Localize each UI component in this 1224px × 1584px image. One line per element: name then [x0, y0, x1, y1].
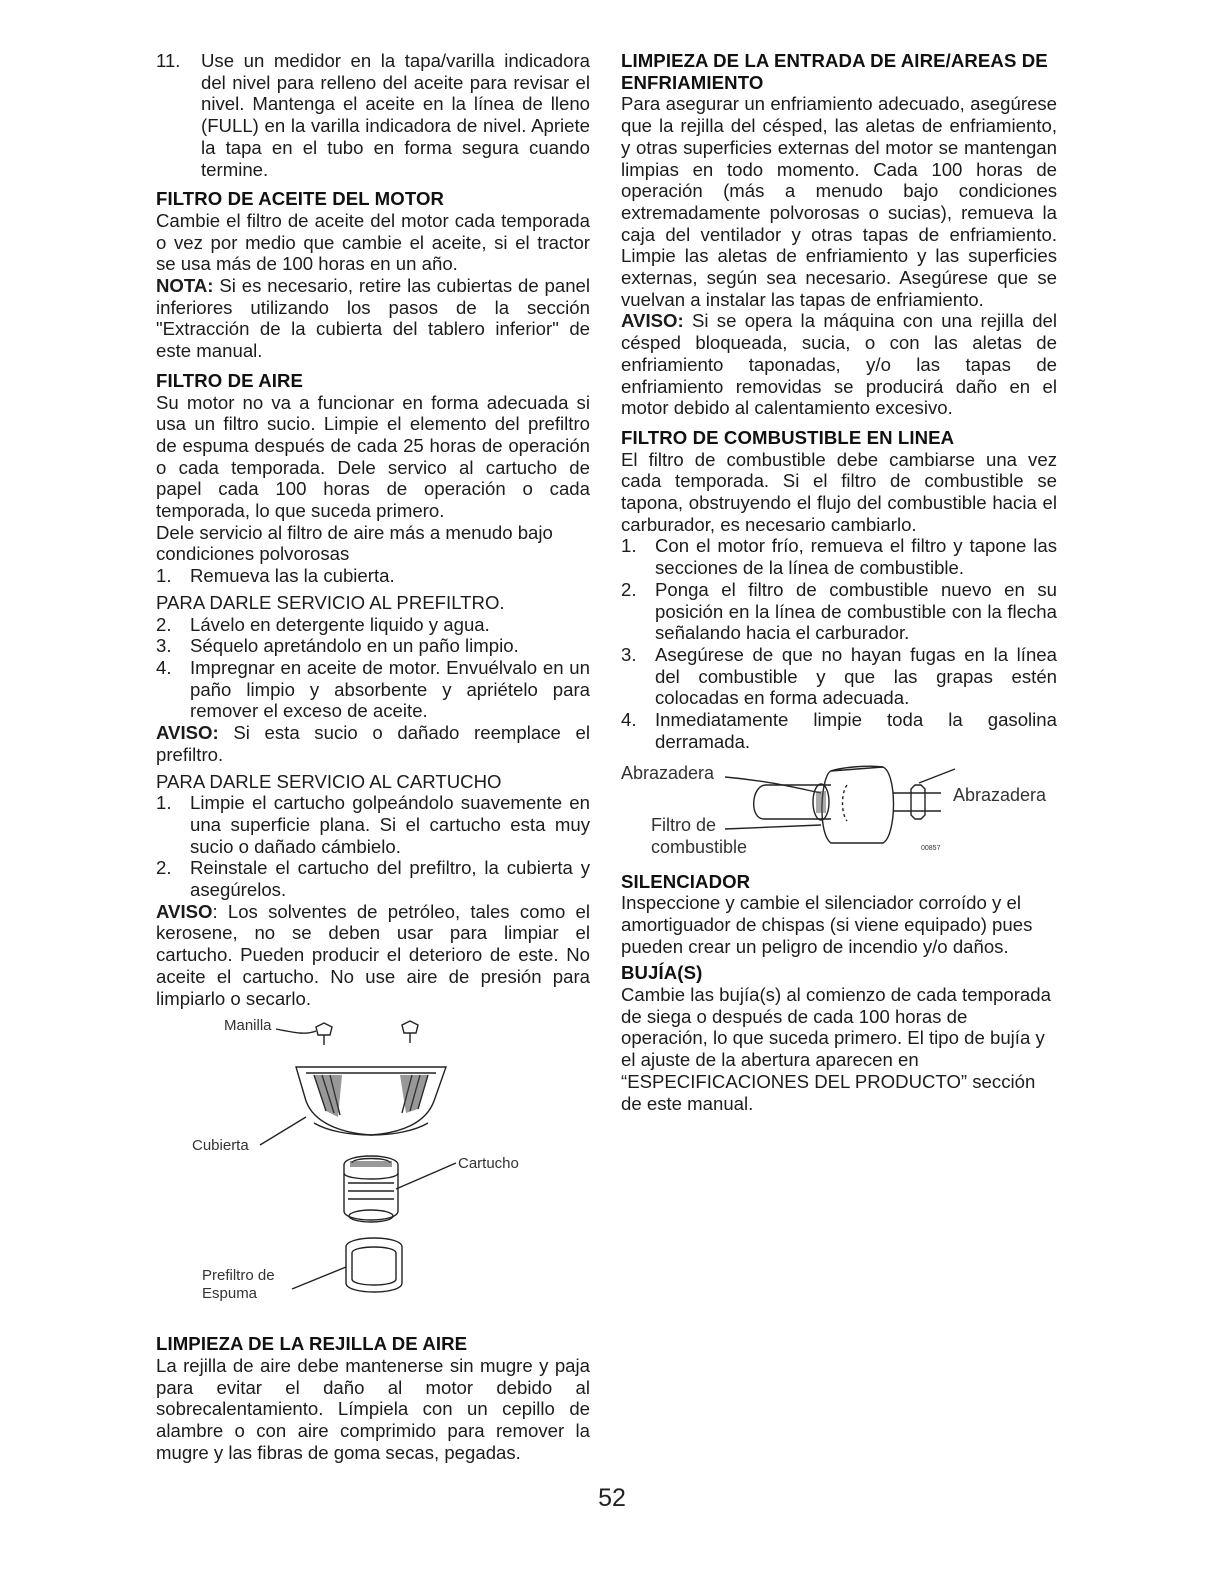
- spark-plug-heading: BUJÍA(S): [621, 962, 703, 984]
- cartridge-service-heading: PARA DARLE SERVICIO AL CARTUCHO: [156, 770, 502, 792]
- aviso-label: AVISO:: [621, 310, 684, 332]
- step-number: 3.: [621, 643, 637, 665]
- air-screen-heading: LIMPIEZA DE LA REJILLA DE AIRE: [156, 1333, 468, 1355]
- fuel-filter-step: [621, 579, 1057, 644]
- step-text: Ponga el filtro de combustible nuevo en su posición en la línea de combustible con la flecha señalando hacia el carburador.: [655, 578, 1057, 644]
- note-text: Si es necesario, retire las cubiertas de panel inferiores utilizando los pasos de la sección "Extracción de la cubierta del tablero inferior" de este manual.: [156, 275, 591, 362]
- air-filter-step-1: [156, 565, 590, 587]
- air-intake-body: Para asegurar un enfriamiento adecuado, asegúrese que la rejilla del césped, las aletas de enfriamiento, y otras superficies externas del motor se mantengan limpias en todo momento. Cada 100 horas de operación (más a menudo bajo condiciones extremadamente polvorosas o sucias), remueva la caja del ventilador y otras tapas de enfriamiento. Limpie las aletas de enfriamiento y las superficies externas, según sea necesario. Asegúrese que se vuelvan a instalar las tapas de enfriamiento.: [621, 93, 1057, 310]
- muffler-heading: SILENCIADOR: [621, 870, 751, 892]
- fuel-filter-diagram: [621, 763, 1057, 863]
- oil-filter-note: [156, 275, 590, 362]
- step-text: Séquelo apretándolo en un paño limpio.: [190, 635, 519, 657]
- cartridge-step: [156, 857, 590, 900]
- cartridge-step: [156, 792, 590, 857]
- aviso-text: Si se opera la máquina con una rejilla del césped bloqueada, sucia, o con las aletas de enfriamiento taponadas, y/o las tapas de enfriamiento removidas se producirá daño en el motor debido al calentamiento excesivo.: [621, 310, 1058, 419]
- air-intake-aviso: [621, 310, 1057, 419]
- label-manilla: Manilla: [224, 1017, 272, 1035]
- air-intake-heading: LIMPIEZA DE LA ENTRADA DE AIRE/AREAS DE ENFRIAMIENTO: [621, 50, 1048, 93]
- fuel-filter-step: [621, 709, 1057, 752]
- prefilter-step: [156, 635, 590, 657]
- label-combustible: combustible: [651, 836, 748, 857]
- label-abrazadera-right: Abrazadera: [953, 784, 1047, 805]
- step-number: 2.: [156, 857, 172, 879]
- prefilter-aviso: [156, 722, 590, 765]
- air-filter-body-2: Dele servicio al filtro de aire más a menudo bajo condiciones polvorosas: [156, 521, 553, 565]
- step-number: 1.: [621, 535, 637, 557]
- label-cartucho: Cartucho: [458, 1155, 519, 1173]
- step-number: 11.: [156, 50, 181, 71]
- aviso-label: AVISO: [156, 900, 213, 922]
- step-text: Con el motor frío, remueva el filtro y tapone las secciones de la línea de combustible.: [655, 535, 1057, 579]
- step-text: Limpie el cartucho golpeándolo suavemente en una superficie plana. Si el cartucho esta muy sucio o dañado cámbielo.: [190, 792, 590, 857]
- label-filtro-de: Filtro de: [651, 814, 717, 835]
- oil-fill-step-11: [156, 50, 590, 180]
- label-prefiltro: Prefiltro de: [202, 1267, 275, 1285]
- step-text: Lávelo en detergente liquido y agua.: [190, 613, 490, 635]
- prefilter-step: [156, 614, 590, 636]
- spark-plug-body: Cambie las bujía(s) al comienzo de cada temporada de siega o después de cada 100 horas de operación, lo que suceda primero. El tipo de bujía y el ajuste de la abertura aparecen en “ESPECIFICACIONES DEL PRODUCTO” sección de este manual.: [621, 984, 1051, 1114]
- fuel-filter-heading: FILTRO DE COMBUSTIBLE EN LINEA: [621, 426, 955, 448]
- step-text: Inmediatamente limpie toda la gasolina derramada.: [655, 709, 1057, 752]
- right-column: [621, 50, 1057, 1114]
- aviso-label: AVISO:: [156, 722, 219, 744]
- step-number: 2.: [156, 613, 172, 635]
- page-number: 52: [598, 1484, 626, 1512]
- prefilter-service-heading: PARA DARLE SERVICIO AL PREFILTRO.: [156, 591, 505, 613]
- fuel-filter-step: [621, 535, 1057, 578]
- step-text: Remueva las la cubierta.: [190, 565, 395, 587]
- aviso-text: : Los solventes de petróleo, tales como el kerosene, no se deben usar para limpiar el cartucho. Pueden producir el deterioro de este. No aceite el cartucho. No use aire de presión para limpiarlo o secarlo.: [156, 900, 590, 1009]
- air-filter-body-1: Su motor no va a funcionar en forma adecuada si usa un filtro sucio. Limpie el elemento del prefiltro de espuma después de cada 25 horas de operación o cada temporada. Dele servico al cartucho de papel cada 100 horas de operación o cada temporada, lo que suceda primero.: [156, 391, 590, 522]
- step-text: Asegúrese de que no hayan fugas en la línea del combustible y que las grapas estén colocadas en forma adecuada.: [655, 643, 1057, 709]
- step-text: Reinstale el cartucho del prefiltro, la cubierta y asegúrelos.: [190, 857, 590, 901]
- air-filter-diagram: [156, 1013, 590, 1313]
- note-label: NOTA:: [156, 275, 214, 297]
- cartridge-aviso: [156, 901, 590, 1010]
- oil-filter-heading: FILTRO DE ACEITE DEL MOTOR: [156, 188, 445, 210]
- air-screen-body: La rejilla de aire debe mantenerse sin mugre y paja para evitar el daño al motor debido al sobrecalentamiento. Límpiela con un cepillo de alambre o con aire comprimido para remover la mugre y las fibras de goma secas, pegadas.: [156, 1354, 590, 1463]
- step-number: 1.: [156, 792, 172, 814]
- step-number: 3.: [156, 635, 172, 657]
- label-abrazadera-left: Abrazadera: [621, 762, 715, 783]
- air-filter-heading: FILTRO DE AIRE: [156, 369, 304, 391]
- step-number: 1.: [156, 565, 172, 587]
- muffler-body: Inspeccione y cambie el silenciador corroído y el amortiguador de chispas (si viene equipado) pues pueden crear un peligro de incendio y/o daños.: [621, 892, 1033, 957]
- aviso-text: Si esta sucio o dañado reemplace el prefiltro.: [156, 722, 590, 765]
- label-cubierta: Cubierta: [192, 1137, 249, 1155]
- label-espuma: Espuma: [202, 1285, 258, 1303]
- fuel-filter-body: El filtro de combustible debe cambiarse una vez cada temporada. Si el filtro de combustible se tapona, obstruyendo el flujo del combustible hacia el carburador, es necesario cambiarlo.: [621, 448, 1057, 535]
- step-text: Impregnar en aceite de motor. Envuélvalo en un paño limpio y absorbente y apriételo para remover el exceso de aceite.: [190, 656, 590, 722]
- left-column: [156, 50, 590, 1463]
- step-number: 4.: [156, 656, 172, 678]
- oil-filter-body: Cambie el filtro de aceite del motor cada temporada o vez por medio que cambie el aceite, si el tractor se usa más de 100 horas en un año.: [156, 209, 590, 275]
- step-number: 4.: [621, 709, 637, 731]
- prefilter-step: [156, 657, 590, 722]
- step-number: 2.: [621, 578, 637, 600]
- fuel-filter-step: [621, 644, 1057, 709]
- step-text: Use un medidor en la tapa/varilla indicadora del nivel para relleno del aceite para revisar el nivel. Mantenga el aceite en la línea de lleno (FULL) en la varilla indicadora de nivel. Apriete la tapa en el tubo en forma segura cuando termine.: [201, 50, 590, 180]
- figure-code: 00857: [921, 844, 941, 852]
